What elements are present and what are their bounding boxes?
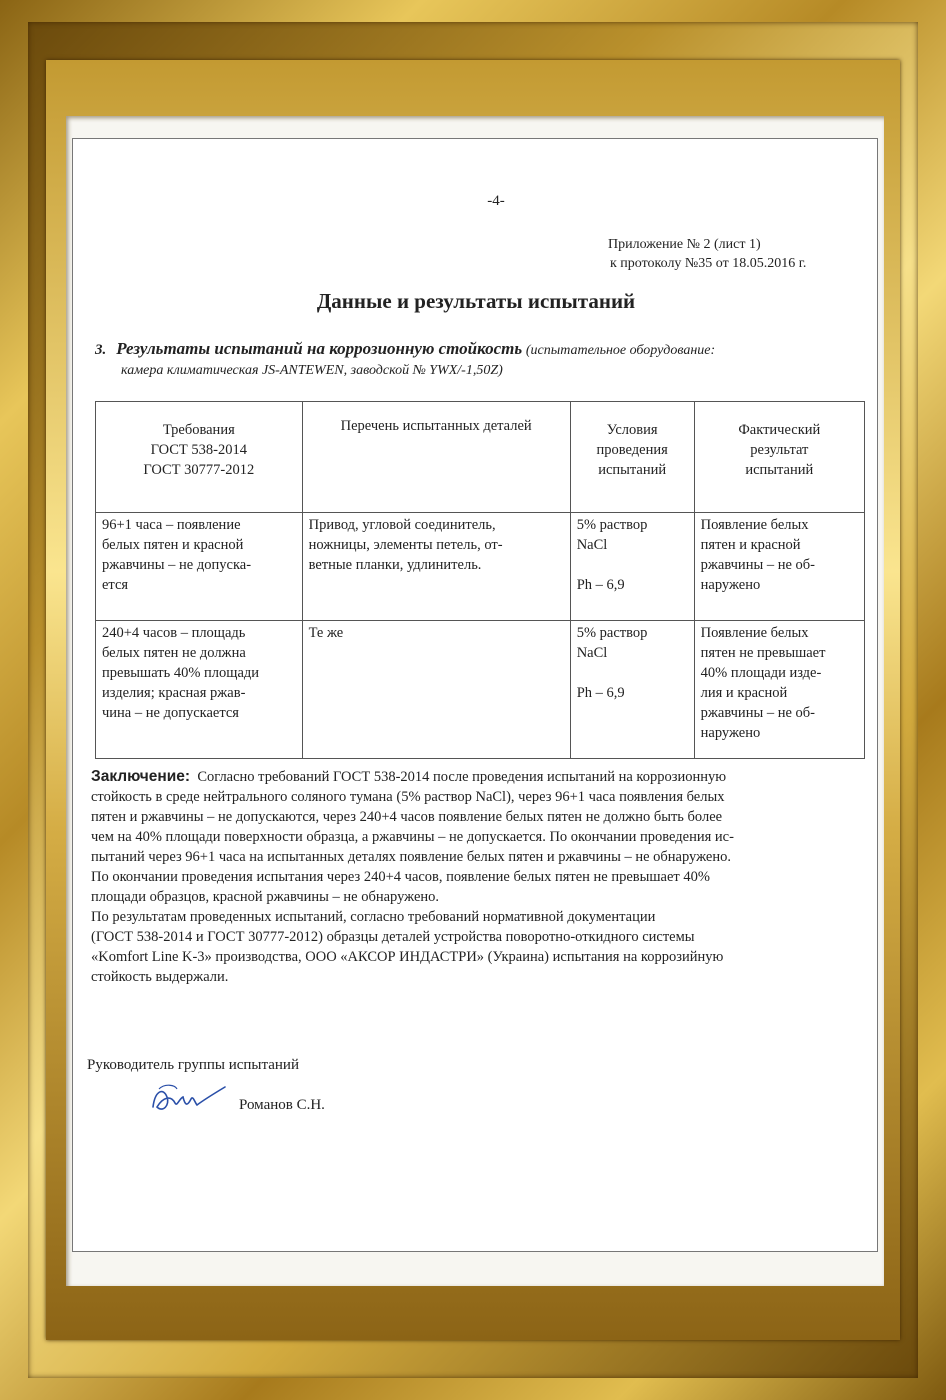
signature-mark — [149, 1077, 229, 1123]
appendix-reference — [608, 235, 806, 273]
table-header-row — [96, 402, 865, 513]
section-title: Результаты испытаний на коррозионную стойкость — [116, 339, 523, 358]
document-sheet — [72, 138, 878, 1252]
table-row — [96, 621, 865, 759]
cell-parts: Привод, угловой соединитель, ножницы, элементы петель, от- ветные планки, удлинитель. — [302, 513, 570, 621]
header-result: Фактический результат испытаний — [694, 402, 864, 513]
conclusion-label: Заключение: — [91, 768, 191, 785]
header-requirements: Требования ГОСТ 538-2014 ГОСТ 30777-2012 — [96, 402, 303, 513]
section-number: 3. — [95, 342, 107, 358]
cell-requirement: 240+4 часов – площадь белых пятен не должна превышать 40% площади изделия; красная ржав- чина – не допускается — [96, 621, 303, 759]
frame-mat — [66, 116, 884, 1286]
header-conditions: Условия проведения испытаний — [570, 402, 694, 513]
signer-role: Руководитель группы испытаний — [87, 1057, 299, 1073]
cell-conditions: 5% раствор NaCl Ph – 6,9 — [570, 513, 694, 621]
results-table — [95, 401, 865, 759]
cell-parts: Те же — [302, 621, 570, 759]
section-heading — [95, 339, 865, 381]
cell-conditions: 5% раствор NaCl Ph – 6,9 — [570, 621, 694, 759]
appendix-line-2: к протоколу №35 от 18.05.2016 г. — [610, 256, 807, 271]
equipment-note-1: (испытательное оборудование: — [525, 343, 716, 358]
conclusion-block: Заключение: Согласно требований ГОСТ 538-2014 после проведения испытаний на коррозионную стойкость в среде нейтрального соляного тумана (5% раствор NaCl), через 96+1 часа появления белых пятен и ржавчины – не допускаются, через 240+4 часов появление белых пятен не должно быть более чем на 40% площади поверхности образца, а ржавчины – не допускается. По окончании проведения ис- пытаний через 96+1 часа на испытанных деталях появление белых пятен и ржавчины – не обнаружено. По окончании проведения испытания через 240+4 часов, появление белых пятен не превышает 40% площади образцов, красной ржавчины – не обнаружено. По результатам проведенных испытаний, согласно требований нормативной документации (ГОСТ 538-2014 и ГОСТ 30777-2012) образцы деталей устройства поворотно-откидного системы «Komfort Line K-3» производства, ООО «АКСОР ИНДАСТРИ» (Украина) испытания на коррозийную стойкость выдержали. — [91, 768, 734, 985]
cell-requirement: 96+1 часа – появление белых пятен и красной ржавчины – не допуска- ется — [96, 513, 303, 621]
appendix-line-1: Приложение № 2 (лист 1) — [608, 237, 761, 252]
signer-name: Романов С.Н. — [239, 1097, 325, 1113]
table-row — [96, 513, 865, 621]
cell-result: Появление белых пятен не превышает 40% площади изде- лия и красной ржавчины – не об- наружено — [694, 621, 864, 759]
cell-result: Появление белых пятен и красной ржавчины – не об- наружено — [694, 513, 864, 621]
header-parts: Перечень испытанных деталей — [302, 402, 570, 513]
page-number: -4- — [487, 193, 505, 209]
document-title: Данные и результаты испытаний — [316, 289, 636, 313]
equipment-note-2: камера климатическая JS-ANTEWEN, заводской № YWX/-1,50Z) — [121, 363, 503, 378]
